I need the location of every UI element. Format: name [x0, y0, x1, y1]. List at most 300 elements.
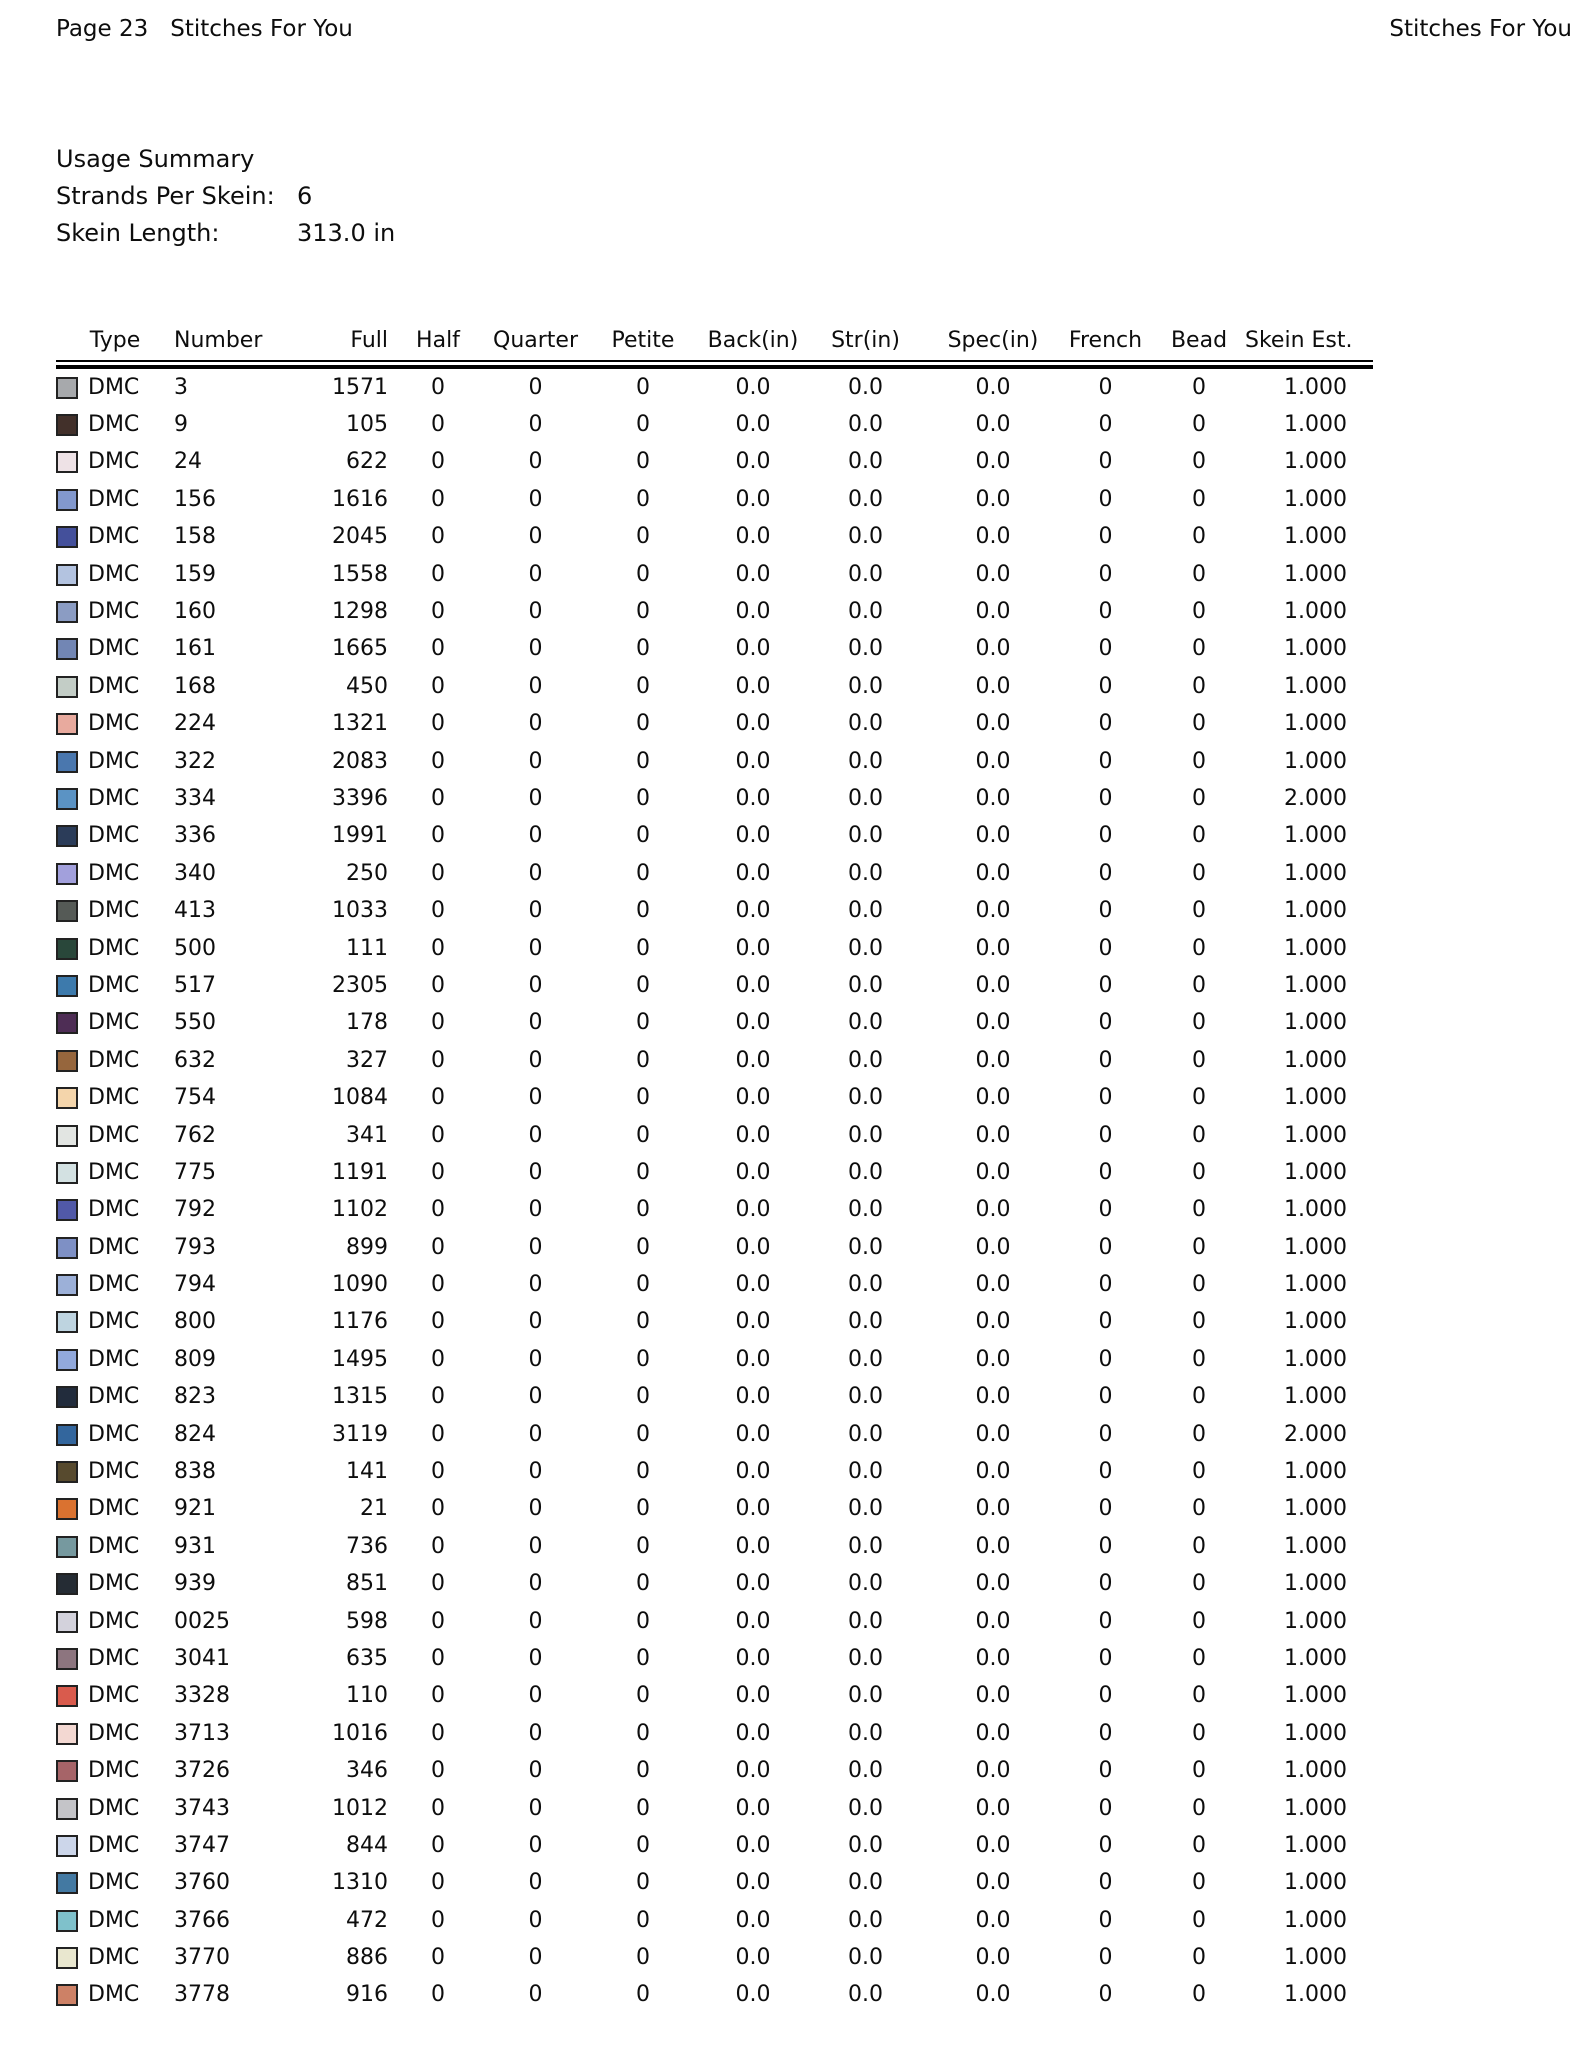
cell-skein: 1.000 — [1284, 1496, 1347, 1522]
table-row — [56, 1042, 1347, 1079]
cell-french: 0 — [1098, 1907, 1113, 1933]
cell-number: 550 — [174, 1010, 216, 1036]
cell-quarter: 0 — [528, 1346, 543, 1372]
cell-petite: 0 — [636, 823, 650, 849]
cell-spec: 0.0 — [975, 1608, 1011, 1634]
color-swatch — [56, 1984, 78, 2006]
cell-quarter: 0 — [528, 1533, 543, 1559]
cell-skein: 1.000 — [1284, 1645, 1347, 1671]
cell-skein: 1.000 — [1284, 935, 1347, 961]
cell-back: 0.0 — [735, 1795, 771, 1821]
cell-back: 0.0 — [735, 935, 771, 961]
cell-spec: 0.0 — [975, 1085, 1011, 1111]
thread-type-label: DMC — [88, 1272, 140, 1298]
usage-summary-heading: Usage Summary — [56, 144, 255, 173]
cell-french: 0 — [1098, 1459, 1113, 1485]
cell-bead: 0 — [1192, 1309, 1206, 1335]
cell-spec: 0.0 — [975, 1683, 1011, 1709]
cell-petite: 0 — [636, 1122, 650, 1148]
color-swatch — [56, 1573, 78, 1595]
table-row — [56, 1491, 1347, 1528]
thread-type-label: DMC — [88, 1982, 140, 2008]
cell-french: 0 — [1098, 860, 1113, 886]
color-swatch — [56, 713, 78, 735]
cell-str: 0.0 — [848, 785, 883, 811]
cell-type — [56, 1311, 174, 1333]
cell-french: 0 — [1098, 711, 1113, 737]
cell-skein: 1.000 — [1284, 1533, 1347, 1559]
page-number-label: Page 23 — [56, 16, 149, 42]
cell-petite: 0 — [636, 785, 650, 811]
column-header-type: Type — [89, 328, 141, 353]
column-header-full: Full — [350, 328, 388, 353]
cell-half: 0 — [431, 1197, 445, 1223]
cell-full: 327 — [346, 1047, 388, 1073]
color-swatch — [56, 526, 78, 548]
cell-type — [56, 748, 174, 774]
cell-spec: 0.0 — [975, 1197, 1011, 1223]
cell-number: 3726 — [174, 1758, 230, 1784]
thread-type-label: DMC — [88, 1758, 140, 1784]
cell-bead: 0 — [1192, 1907, 1206, 1933]
table-row — [56, 892, 1347, 929]
cell-str: 0.0 — [848, 1571, 883, 1597]
cell-type — [56, 1832, 174, 1858]
cell-spec: 0.0 — [975, 1870, 1011, 1896]
cell-back: 0.0 — [735, 1758, 771, 1784]
cell-full: 346 — [346, 1758, 388, 1784]
cell-str: 0.0 — [848, 1272, 883, 1298]
cell-skein: 1.000 — [1284, 1720, 1347, 1746]
cell-spec: 0.0 — [975, 898, 1011, 924]
cell-skein: 1.000 — [1284, 1832, 1347, 1858]
cell-petite: 0 — [636, 711, 650, 737]
cell-half: 0 — [431, 1459, 445, 1485]
thread-type-label: DMC — [88, 1085, 140, 1111]
cell-str: 0.0 — [848, 412, 883, 438]
cell-type — [56, 1907, 174, 1933]
cell-spec: 0.0 — [975, 1234, 1011, 1260]
cell-petite: 0 — [636, 1608, 650, 1634]
cell-spec: 0.0 — [975, 1421, 1011, 1447]
cell-bead: 0 — [1192, 1010, 1206, 1036]
cell-str: 0.0 — [848, 1197, 883, 1223]
cell-quarter: 0 — [528, 599, 543, 625]
cell-spec: 0.0 — [975, 860, 1011, 886]
cell-type — [56, 1872, 174, 1894]
table-row — [56, 1566, 1347, 1603]
cell-number: 9 — [174, 412, 188, 438]
cell-str: 0.0 — [848, 1047, 883, 1073]
cell-type — [56, 1795, 174, 1821]
cell-full: 1084 — [332, 1085, 388, 1111]
cell-petite: 0 — [636, 1832, 650, 1858]
cell-french: 0 — [1098, 1047, 1113, 1073]
cell-petite: 0 — [636, 1758, 650, 1784]
column-header-petite: Petite — [611, 328, 675, 353]
cell-bead: 0 — [1192, 1047, 1206, 1073]
table-row — [56, 481, 1347, 518]
cell-full: 1315 — [332, 1384, 388, 1410]
cell-quarter: 0 — [528, 673, 543, 699]
cell-quarter: 0 — [528, 1870, 543, 1896]
cell-number: 793 — [174, 1234, 216, 1260]
cell-spec: 0.0 — [975, 1309, 1011, 1335]
cell-half: 0 — [431, 524, 445, 550]
cell-str: 0.0 — [848, 636, 883, 662]
cell-str: 0.0 — [848, 1720, 883, 1746]
color-swatch — [56, 451, 78, 473]
cell-bead: 0 — [1192, 1645, 1206, 1671]
page-header-left — [56, 16, 353, 42]
color-swatch — [56, 1498, 78, 1520]
cell-bead: 0 — [1192, 1496, 1206, 1522]
cell-bead: 0 — [1192, 785, 1206, 811]
cell-skein: 1.000 — [1284, 1608, 1347, 1634]
cell-bead: 0 — [1192, 449, 1206, 475]
cell-quarter: 0 — [528, 823, 543, 849]
cell-bead: 0 — [1192, 374, 1206, 400]
thread-type-label: DMC — [88, 935, 140, 961]
color-swatch — [56, 1872, 78, 1894]
cell-quarter: 0 — [528, 1085, 543, 1111]
table-row — [56, 1977, 1347, 2014]
cell-half: 0 — [431, 1683, 445, 1709]
cell-number: 939 — [174, 1571, 216, 1597]
cell-full: 851 — [346, 1571, 388, 1597]
cell-type — [56, 601, 174, 623]
cell-half: 0 — [431, 1832, 445, 1858]
cell-type — [56, 1346, 174, 1372]
cell-str: 0.0 — [848, 935, 883, 961]
cell-str: 0.0 — [848, 1608, 883, 1634]
table-row — [56, 369, 1347, 406]
cell-spec: 0.0 — [975, 1346, 1011, 1372]
thread-type-label: DMC — [88, 785, 140, 811]
cell-back: 0.0 — [735, 1720, 771, 1746]
thread-type-label: DMC — [88, 1533, 140, 1559]
cell-half: 0 — [431, 412, 445, 438]
cell-skein: 1.000 — [1284, 1982, 1347, 2008]
cell-petite: 0 — [636, 449, 650, 475]
cell-quarter: 0 — [528, 1384, 543, 1410]
cell-french: 0 — [1098, 1010, 1113, 1036]
cell-full: 178 — [346, 1010, 388, 1036]
cell-petite: 0 — [636, 1459, 650, 1485]
cell-french: 0 — [1098, 1384, 1113, 1410]
cell-str: 0.0 — [848, 1159, 883, 1185]
cell-skein: 1.000 — [1284, 1159, 1347, 1185]
cell-french: 0 — [1098, 1945, 1113, 1971]
cell-spec: 0.0 — [975, 1010, 1011, 1036]
cell-half: 0 — [431, 1608, 445, 1634]
cell-spec: 0.0 — [975, 599, 1011, 625]
table-body — [56, 369, 1373, 2014]
cell-skein: 1.000 — [1284, 449, 1347, 475]
cell-full: 1191 — [332, 1159, 388, 1185]
cell-back: 0.0 — [735, 1085, 771, 1111]
cell-type — [56, 561, 174, 587]
cell-number: 800 — [174, 1309, 216, 1335]
table-row — [56, 1865, 1347, 1902]
cell-quarter: 0 — [528, 1608, 543, 1634]
cell-french: 0 — [1098, 1720, 1113, 1746]
cell-full: 2305 — [332, 972, 388, 998]
cell-petite: 0 — [636, 673, 650, 699]
cell-number: 838 — [174, 1459, 216, 1485]
table-row — [56, 1902, 1347, 1939]
cell-quarter: 0 — [528, 1122, 543, 1148]
table-row — [56, 1192, 1347, 1229]
cell-half: 0 — [431, 823, 445, 849]
cell-str: 0.0 — [848, 1907, 883, 1933]
table-row — [56, 1528, 1347, 1565]
cell-skein: 1.000 — [1284, 1346, 1347, 1372]
cell-full: 1495 — [332, 1346, 388, 1372]
cell-quarter: 0 — [528, 1982, 543, 2008]
cell-back: 0.0 — [735, 1571, 771, 1597]
cell-half: 0 — [431, 1047, 445, 1073]
color-swatch — [56, 564, 78, 586]
cell-number: 3328 — [174, 1683, 230, 1709]
cell-half: 0 — [431, 1533, 445, 1559]
column-header-str-in: Str(in) — [831, 328, 900, 353]
cell-petite: 0 — [636, 1010, 650, 1036]
color-swatch — [56, 1162, 78, 1184]
table-row — [56, 1416, 1347, 1453]
cell-type — [56, 713, 174, 735]
color-swatch — [56, 1424, 78, 1446]
cell-half: 0 — [431, 1085, 445, 1111]
cell-half: 0 — [431, 1010, 445, 1036]
cell-number: 156 — [174, 486, 216, 512]
color-swatch — [56, 1386, 78, 1408]
cell-spec: 0.0 — [975, 711, 1011, 737]
cell-full: 3119 — [332, 1421, 388, 1447]
usage-summary-block — [56, 140, 395, 251]
cell-spec: 0.0 — [975, 935, 1011, 961]
cell-petite: 0 — [636, 1346, 650, 1372]
color-swatch — [56, 377, 78, 399]
cell-half: 0 — [431, 711, 445, 737]
cell-back: 0.0 — [735, 1309, 771, 1335]
cell-str: 0.0 — [848, 599, 883, 625]
cell-number: 792 — [174, 1197, 216, 1223]
cell-bead: 0 — [1192, 1085, 1206, 1111]
cell-petite: 0 — [636, 1683, 650, 1709]
cell-petite: 0 — [636, 972, 650, 998]
cell-number: 159 — [174, 561, 216, 587]
cell-str: 0.0 — [848, 1795, 883, 1821]
cell-quarter: 0 — [528, 972, 543, 998]
thread-type-label: DMC — [88, 486, 140, 512]
cell-back: 0.0 — [735, 860, 771, 886]
cell-str: 0.0 — [848, 1496, 883, 1522]
cell-skein: 2.000 — [1284, 785, 1347, 811]
cell-quarter: 0 — [528, 561, 543, 587]
color-swatch — [56, 601, 78, 623]
color-swatch — [56, 938, 78, 960]
cell-petite: 0 — [636, 1907, 650, 1933]
table-row — [56, 1154, 1347, 1191]
cell-full: 1321 — [332, 711, 388, 737]
cell-quarter: 0 — [528, 1645, 543, 1671]
thread-type-label: DMC — [88, 1870, 140, 1896]
cell-french: 0 — [1098, 412, 1113, 438]
color-swatch — [56, 751, 78, 773]
table-row — [56, 1603, 1347, 1640]
cell-half: 0 — [431, 599, 445, 625]
cell-half: 0 — [431, 1945, 445, 1971]
cell-full: 1571 — [332, 374, 388, 400]
color-swatch — [56, 638, 78, 660]
cell-bead: 0 — [1192, 1683, 1206, 1709]
cell-back: 0.0 — [735, 1421, 771, 1447]
cell-back: 0.0 — [735, 1907, 771, 1933]
column-header-quarter: Quarter — [493, 328, 578, 353]
cell-number: 340 — [174, 860, 216, 886]
cell-number: 224 — [174, 711, 216, 737]
cell-spec: 0.0 — [975, 972, 1011, 998]
cell-skein: 1.000 — [1284, 1459, 1347, 1485]
table-row — [56, 780, 1347, 817]
thread-type-label: DMC — [88, 1645, 140, 1671]
cell-french: 0 — [1098, 561, 1113, 587]
table-row — [56, 1117, 1347, 1154]
cell-bead: 0 — [1192, 1197, 1206, 1223]
cell-type — [56, 785, 174, 811]
table-row — [56, 1715, 1347, 1752]
cell-number: 3747 — [174, 1832, 230, 1858]
cell-full: 472 — [346, 1907, 388, 1933]
cell-bead: 0 — [1192, 636, 1206, 662]
color-swatch — [56, 1199, 78, 1221]
cell-half: 0 — [431, 1309, 445, 1335]
cell-full: 635 — [346, 1645, 388, 1671]
cell-str: 0.0 — [848, 1421, 883, 1447]
cell-half: 0 — [431, 1122, 445, 1148]
thread-type-label: DMC — [88, 673, 140, 699]
cell-number: 500 — [174, 935, 216, 961]
cell-french: 0 — [1098, 1683, 1113, 1709]
thread-type-label: DMC — [88, 1421, 140, 1447]
thread-type-label: DMC — [88, 711, 140, 737]
cell-skein: 1.000 — [1284, 599, 1347, 625]
color-swatch — [56, 1685, 78, 1707]
cell-bead: 0 — [1192, 898, 1206, 924]
cell-number: 158 — [174, 524, 216, 550]
cell-skein: 1.000 — [1284, 711, 1347, 737]
cell-back: 0.0 — [735, 1010, 771, 1036]
cell-french: 0 — [1098, 1832, 1113, 1858]
cell-half: 0 — [431, 1571, 445, 1597]
cell-half: 0 — [431, 1795, 445, 1821]
cell-skein: 1.000 — [1284, 1010, 1347, 1036]
cell-type — [56, 451, 174, 473]
cell-back: 0.0 — [735, 1384, 771, 1410]
cell-back: 0.0 — [735, 1346, 771, 1372]
cell-number: 632 — [174, 1047, 216, 1073]
cell-spec: 0.0 — [975, 1945, 1011, 1971]
cell-spec: 0.0 — [975, 1907, 1011, 1933]
cell-type — [56, 1199, 174, 1221]
cell-number: 3778 — [174, 1982, 230, 2008]
cell-full: 899 — [346, 1234, 388, 1260]
thread-type-label: DMC — [88, 898, 140, 924]
cell-bead: 0 — [1192, 1870, 1206, 1896]
cell-str: 0.0 — [848, 1758, 883, 1784]
cell-quarter: 0 — [528, 711, 543, 737]
cell-french: 0 — [1098, 673, 1113, 699]
thread-type-label: DMC — [88, 1047, 140, 1073]
cell-type — [56, 374, 174, 400]
cell-petite: 0 — [636, 1795, 650, 1821]
cell-full: 844 — [346, 1832, 388, 1858]
usage-table — [56, 324, 1373, 2014]
table-row — [56, 818, 1347, 855]
cell-type — [56, 486, 174, 512]
cell-petite: 0 — [636, 1421, 650, 1447]
cell-back: 0.0 — [735, 1122, 771, 1148]
cell-petite: 0 — [636, 1384, 650, 1410]
cell-spec: 0.0 — [975, 374, 1011, 400]
cell-full: 105 — [346, 412, 388, 438]
cell-skein: 1.000 — [1284, 1571, 1347, 1597]
color-swatch — [56, 1125, 78, 1147]
cell-french: 0 — [1098, 785, 1113, 811]
color-swatch — [56, 863, 78, 885]
cell-quarter: 0 — [528, 1945, 543, 1971]
cell-spec: 0.0 — [975, 748, 1011, 774]
color-swatch — [56, 414, 78, 436]
cell-skein: 1.000 — [1284, 1945, 1347, 1971]
cell-type — [56, 526, 174, 548]
cell-quarter: 0 — [528, 486, 543, 512]
cell-spec: 0.0 — [975, 1272, 1011, 1298]
cell-skein: 1.000 — [1284, 1122, 1347, 1148]
cell-str: 0.0 — [848, 860, 883, 886]
cell-french: 0 — [1098, 898, 1113, 924]
cell-type — [56, 935, 174, 961]
cell-back: 0.0 — [735, 1945, 771, 1971]
cell-back: 0.0 — [735, 711, 771, 737]
cell-full: 2083 — [332, 748, 388, 774]
cell-quarter: 0 — [528, 1309, 543, 1335]
cell-spec: 0.0 — [975, 785, 1011, 811]
color-swatch — [56, 1349, 78, 1371]
color-swatch — [56, 1835, 78, 1857]
cell-spec: 0.0 — [975, 1720, 1011, 1746]
cell-number: 824 — [174, 1421, 216, 1447]
cell-petite: 0 — [636, 1047, 650, 1073]
cell-skein: 1.000 — [1284, 1047, 1347, 1073]
cell-spec: 0.0 — [975, 1758, 1011, 1784]
thread-type-label: DMC — [88, 1496, 140, 1522]
cell-half: 0 — [431, 1496, 445, 1522]
cell-skein: 2.000 — [1284, 1421, 1347, 1447]
thread-type-label: DMC — [88, 524, 140, 550]
cell-type — [56, 1087, 174, 1109]
cell-full: 110 — [346, 1683, 388, 1709]
cell-full: 1090 — [332, 1272, 388, 1298]
cell-skein: 1.000 — [1284, 860, 1347, 886]
cell-bead: 0 — [1192, 1346, 1206, 1372]
color-swatch — [56, 900, 78, 922]
cell-french: 0 — [1098, 1234, 1113, 1260]
cell-str: 0.0 — [848, 1459, 883, 1485]
cell-petite: 0 — [636, 486, 650, 512]
cell-full: 1016 — [332, 1720, 388, 1746]
